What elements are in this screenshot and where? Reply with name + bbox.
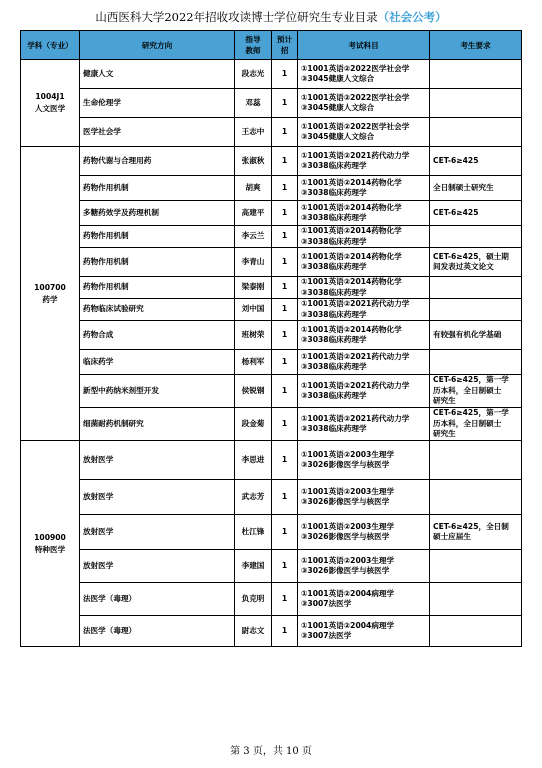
quota-cell: 1 xyxy=(272,515,298,550)
quota-cell: 1 xyxy=(272,321,298,350)
major-cell: 100700 药学 xyxy=(21,147,80,441)
direction-cell: 药物作用机制 xyxy=(80,226,235,248)
requirement-cell xyxy=(430,118,522,147)
table-header xyxy=(21,31,522,60)
advisor-cell: 刘中国 xyxy=(235,299,272,321)
catalog-table xyxy=(20,30,522,647)
advisor-cell: 段金菊 xyxy=(235,408,272,441)
requirement-cell: CET-6≥425 xyxy=(430,147,522,176)
advisor-cell: 杨利军 xyxy=(235,350,272,375)
exam-cell: ①1001英语②2014药物化学 ③3038临床药理学 xyxy=(298,277,430,299)
table-body xyxy=(21,60,522,647)
requirement-cell xyxy=(430,350,522,375)
advisor-cell: 李云兰 xyxy=(235,226,272,248)
page-title xyxy=(0,9,542,25)
header-requirement: 考生要求 xyxy=(430,31,522,60)
direction-cell: 放射医学 xyxy=(80,550,235,583)
requirement-cell xyxy=(430,480,522,515)
direction-cell: 生命伦理学 xyxy=(80,89,235,118)
direction-cell: 健康人文 xyxy=(80,60,235,89)
header-exam: 考试科目 xyxy=(298,31,430,60)
quota-cell: 1 xyxy=(272,248,298,277)
exam-cell: ①1001英语②2004病理学 ③3007法医学 xyxy=(298,616,430,647)
requirement-cell xyxy=(430,441,522,480)
major-cell: 100900 特种医学 xyxy=(21,441,80,647)
requirement-cell xyxy=(430,583,522,616)
exam-cell: ①1001英语②2003生理学 ③3026影像医学与核医学 xyxy=(298,515,430,550)
requirement-cell: CET-6≥425，第一学 历本科，全日制硕士 研究生 xyxy=(430,408,522,441)
direction-cell: 放射医学 xyxy=(80,480,235,515)
requirement-cell: CET-6≥425，全日制 硕士应届生 xyxy=(430,515,522,550)
direction-cell: 放射医学 xyxy=(80,515,235,550)
requirement-cell xyxy=(430,299,522,321)
quota-cell: 1 xyxy=(272,616,298,647)
direction-cell: 药物作用机制 xyxy=(80,277,235,299)
direction-cell: 药物临床试验研究 xyxy=(80,299,235,321)
quota-cell: 1 xyxy=(272,350,298,375)
requirement-cell: CET-6≥425，第一学 历本科，全日制硕士 研究生 xyxy=(430,375,522,408)
requirement-cell xyxy=(430,550,522,583)
exam-cell: ①1001英语②2021药代动力学 ③3038临床药理学 xyxy=(298,350,430,375)
header-major: 学科（专业） xyxy=(21,31,80,60)
table-row xyxy=(21,226,522,248)
advisor-cell: 王志中 xyxy=(235,118,272,147)
exam-cell: ①1001英语②2021药代动力学 ③3038临床药理学 xyxy=(298,408,430,441)
quota-cell: 1 xyxy=(272,277,298,299)
header-row xyxy=(21,31,522,60)
table-row xyxy=(21,480,522,515)
quota-cell: 1 xyxy=(272,299,298,321)
table-row xyxy=(21,89,522,118)
table-row xyxy=(21,550,522,583)
major-cell: 1004J1 人文医学 xyxy=(21,60,80,147)
advisor-cell: 李思进 xyxy=(235,441,272,480)
advisor-cell: 张淑秋 xyxy=(235,147,272,176)
requirement-cell xyxy=(430,60,522,89)
advisor-cell: 杜江锋 xyxy=(235,515,272,550)
advisor-cell: 侯锐钢 xyxy=(235,375,272,408)
requirement-cell: CET-6≥425，硕士期 间发表过英文论文 xyxy=(430,248,522,277)
quota-cell: 1 xyxy=(272,147,298,176)
exam-cell: ①1001英语②2014药物化学 ③3038临床药理学 xyxy=(298,226,430,248)
quota-cell: 1 xyxy=(272,583,298,616)
direction-cell: 新型中药纳米剂型开发 xyxy=(80,375,235,408)
quota-cell: 1 xyxy=(272,408,298,441)
requirement-cell xyxy=(430,89,522,118)
quota-cell: 1 xyxy=(272,226,298,248)
advisor-cell: 李青山 xyxy=(235,248,272,277)
table-row xyxy=(21,350,522,375)
advisor-cell: 段志光 xyxy=(235,60,272,89)
table-row xyxy=(21,321,522,350)
table-row xyxy=(21,408,522,441)
advisor-cell: 班树荣 xyxy=(235,321,272,350)
advisor-cell: 武志芳 xyxy=(235,480,272,515)
advisor-cell: 负克明 xyxy=(235,583,272,616)
table-row xyxy=(21,616,522,647)
quota-cell: 1 xyxy=(272,480,298,515)
direction-cell: 药物作用机制 xyxy=(80,176,235,201)
direction-cell: 临床药学 xyxy=(80,350,235,375)
exam-cell: ①1001英语②2003生理学 ③3026影像医学与核医学 xyxy=(298,550,430,583)
direction-cell: 法医学（毒理） xyxy=(80,616,235,647)
title-tag: （社会公考） xyxy=(377,10,447,24)
advisor-cell: 高建平 xyxy=(235,201,272,226)
advisor-cell: 梁泰刚 xyxy=(235,277,272,299)
exam-cell: ①1001英语②2022医学社会学 ③3045健康人文综合 xyxy=(298,60,430,89)
exam-cell: ①1001英语②2021药代动力学 ③3038临床药理学 xyxy=(298,375,430,408)
table-row xyxy=(21,176,522,201)
quota-cell: 1 xyxy=(272,375,298,408)
direction-cell: 药物合成 xyxy=(80,321,235,350)
direction-cell: 药物作用机制 xyxy=(80,248,235,277)
table-row xyxy=(21,441,522,480)
advisor-cell: 邓蕊 xyxy=(235,89,272,118)
table-row xyxy=(21,147,522,176)
direction-cell: 药物代谢与合理用药 xyxy=(80,147,235,176)
header-direction: 研究方向 xyxy=(80,31,235,60)
direction-cell: 放射医学 xyxy=(80,441,235,480)
exam-cell: ①1001英语②2014药物化学 ③3038临床药理学 xyxy=(298,201,430,226)
quota-cell: 1 xyxy=(272,176,298,201)
quota-cell: 1 xyxy=(272,118,298,147)
table-row xyxy=(21,248,522,277)
advisor-cell: 尉志文 xyxy=(235,616,272,647)
direction-cell: 细菌耐药机制研究 xyxy=(80,408,235,441)
quota-cell: 1 xyxy=(272,89,298,118)
requirement-cell: 全日制硕士研究生 xyxy=(430,176,522,201)
advisor-cell: 李建国 xyxy=(235,550,272,583)
exam-cell: ①1001英语②2021药代动力学 ③3038临床药理学 xyxy=(298,299,430,321)
exam-cell: ①1001英语②2021药代动力学 ③3038临床药理学 xyxy=(298,147,430,176)
table-row xyxy=(21,299,522,321)
exam-cell: ①1001英语②2014药物化学 ③3038临床药理学 xyxy=(298,321,430,350)
quota-cell: 1 xyxy=(272,441,298,480)
header-advisor: 指导 教师 xyxy=(235,31,272,60)
quota-cell: 1 xyxy=(272,550,298,583)
quota-cell: 1 xyxy=(272,60,298,89)
requirement-cell: 有较强有机化学基础 xyxy=(430,321,522,350)
requirement-cell xyxy=(430,226,522,248)
title-main: 山西医科大学2022年招收攻读博士学位研究生专业目录 xyxy=(95,10,378,24)
direction-cell: 法医学（毒理） xyxy=(80,583,235,616)
table-row xyxy=(21,277,522,299)
exam-cell: ①1001英语②2022医学社会学 ③3045健康人文综合 xyxy=(298,118,430,147)
exam-cell: ①1001英语②2003生理学 ③3026影像医学与核医学 xyxy=(298,441,430,480)
requirement-cell xyxy=(430,277,522,299)
exam-cell: ①1001英语②2014药物化学 ③3038临床药理学 xyxy=(298,176,430,201)
exam-cell: ①1001英语②2004病理学 ③3007法医学 xyxy=(298,583,430,616)
header-quota: 预计招 xyxy=(272,31,298,60)
requirement-cell xyxy=(430,616,522,647)
requirement-cell: CET-6≥425 xyxy=(430,201,522,226)
table-row xyxy=(21,515,522,550)
table-row xyxy=(21,375,522,408)
exam-cell: ①1001英语②2022医学社会学 ③3045健康人文综合 xyxy=(298,89,430,118)
direction-cell: 多糖药效学及药理机制 xyxy=(80,201,235,226)
exam-cell: ①1001英语②2014药物化学 ③3038临床药理学 xyxy=(298,248,430,277)
direction-cell: 医学社会学 xyxy=(80,118,235,147)
table-row xyxy=(21,201,522,226)
quota-cell: 1 xyxy=(272,201,298,226)
exam-cell: ①1001英语②2003生理学 ③3026影像医学与核医学 xyxy=(298,480,430,515)
advisor-cell: 胡爽 xyxy=(235,176,272,201)
table-row xyxy=(21,60,522,89)
page-footer: 第 3 页，共 10 页 xyxy=(230,746,312,757)
table-row xyxy=(21,118,522,147)
table-row xyxy=(21,583,522,616)
